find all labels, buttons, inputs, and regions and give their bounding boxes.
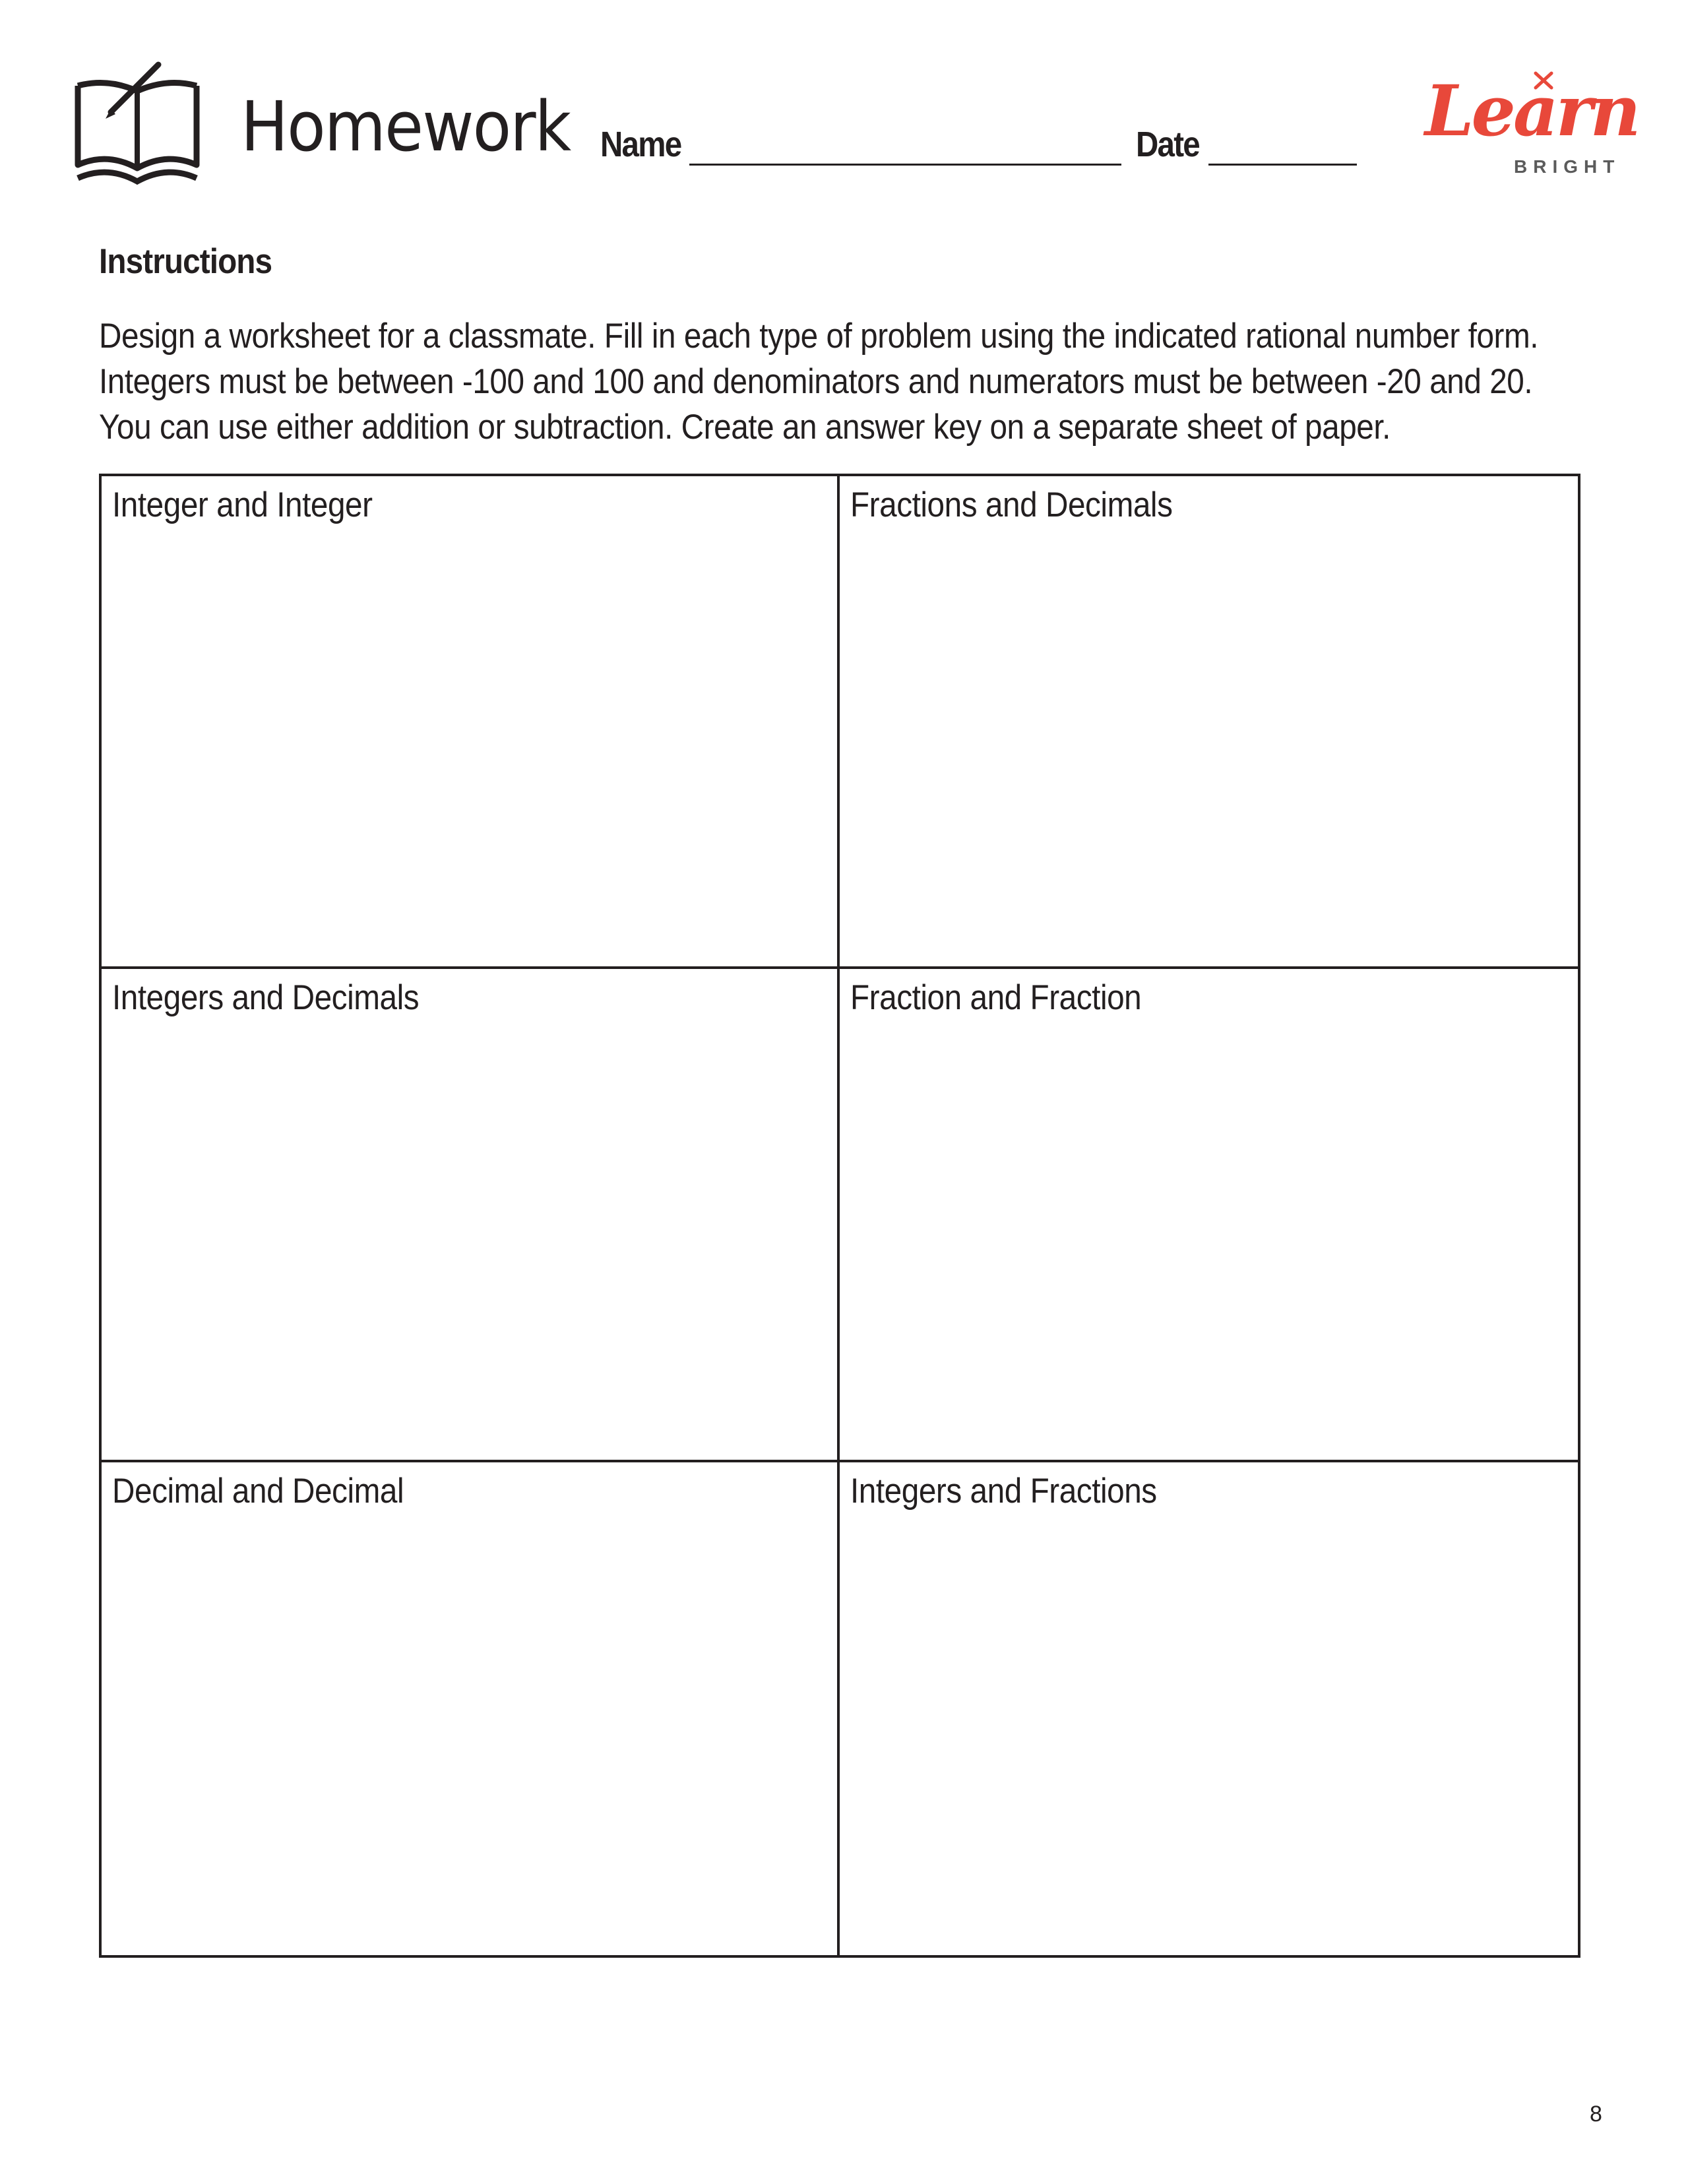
problem-box-label: Integer and Integer bbox=[112, 485, 373, 524]
problem-box-label: Fractions and Decimals bbox=[850, 485, 1173, 524]
name-label: Name bbox=[600, 125, 681, 164]
problem-grid bbox=[99, 474, 1580, 1958]
logo-word: Learn bbox=[1425, 69, 1639, 152]
instructions-heading: Instructions bbox=[99, 242, 272, 281]
problem-box-label: Integers and Fractions bbox=[850, 1471, 1157, 1511]
problem-box-integers-decimals[interactable] bbox=[102, 969, 840, 1462]
date-label: Date bbox=[1136, 125, 1199, 164]
logo-subtitle: BRIGHT bbox=[1514, 156, 1621, 177]
name-field-line[interactable] bbox=[689, 164, 1121, 166]
learn-bright-logo bbox=[1425, 69, 1639, 181]
problem-box-integer-integer[interactable] bbox=[102, 476, 840, 969]
instructions-text bbox=[99, 313, 1642, 450]
instructions-line: You can use either addition or subtraction. Create an answer key on a separate sheet of paper. bbox=[99, 408, 1391, 447]
instructions-line: Integers must be between -100 and 100 and denominators and numerators must be between -20 and 20. bbox=[99, 362, 1533, 401]
instructions-line: Design a worksheet for a classmate. Fill in each type of problem using the indicated rational number form. bbox=[99, 317, 1539, 356]
problem-box-label: Integers and Decimals bbox=[112, 978, 420, 1018]
problem-box-label: Fraction and Fraction bbox=[850, 978, 1142, 1018]
problem-box-decimal-decimal[interactable] bbox=[102, 1462, 840, 1955]
problem-box-integers-fractions[interactable] bbox=[840, 1462, 1578, 1955]
date-field-line[interactable] bbox=[1208, 164, 1357, 166]
page-number: 8 bbox=[1590, 2102, 1602, 2127]
open-book-with-pencil-icon bbox=[71, 59, 203, 185]
page-header bbox=[0, 0, 1688, 198]
problem-box-fraction-fraction[interactable] bbox=[840, 969, 1578, 1462]
problem-box-label: Decimal and Decimal bbox=[112, 1471, 404, 1511]
worksheet-title: Homework bbox=[241, 86, 571, 167]
problem-box-fractions-decimals[interactable] bbox=[840, 476, 1578, 969]
